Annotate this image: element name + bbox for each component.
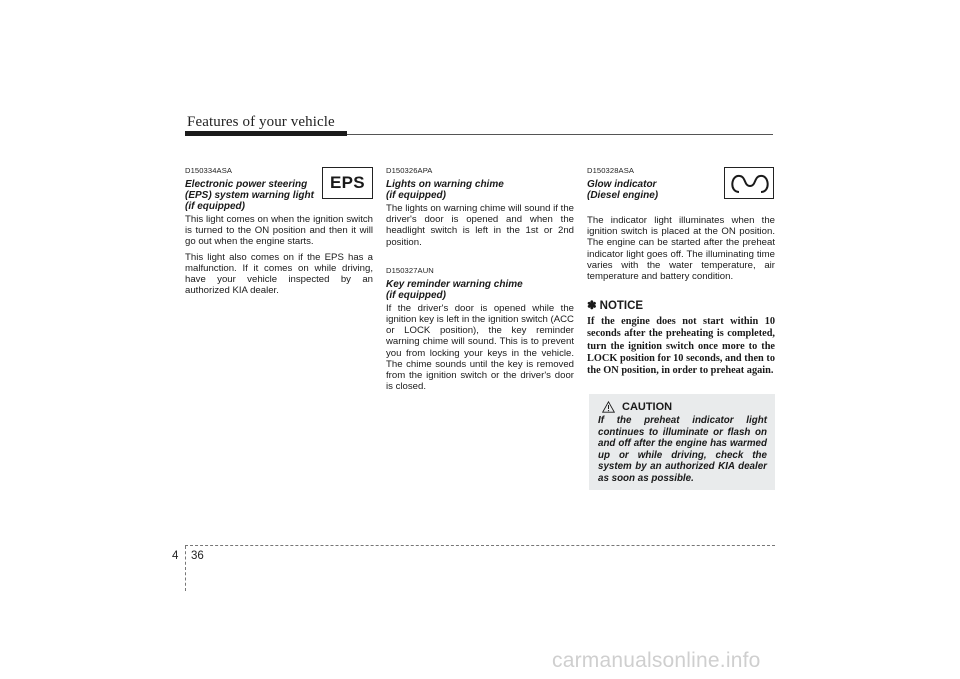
- notice-title: NOTICE: [599, 300, 644, 313]
- page-number: 36: [191, 550, 204, 562]
- header-rule-thick: [185, 131, 347, 136]
- footer-rule: [185, 545, 775, 546]
- glow-plug-icon: [724, 167, 774, 199]
- chapter-number: 4: [172, 550, 179, 562]
- heading-line: (Diesel engine): [587, 190, 659, 201]
- heading-line: Key reminder warning chime: [386, 278, 523, 290]
- eps-warning-icon: EPS: [322, 167, 373, 199]
- notice-heading: [587, 298, 775, 312]
- body-paragraph: The lights on warning chime will sound if the driver's door is opened and when the headlight switch is left in the 1st or 2nd position.: [386, 203, 574, 248]
- section-heading-lights-on-chime: [386, 179, 574, 201]
- body-paragraph: The indicator light illuminates when the ignition switch is placed at the ON position. The engine can be started after the preheat indicator light goes off. The illuminating time varies with the water temperature, air temperature and battery condition.: [587, 215, 775, 283]
- body-paragraph: This light also comes on if the EPS has a malfunction. If it comes on while driving, have your vehicle inspected by an authorized KIA dealer.: [185, 251, 373, 297]
- notice-text: If the engine does not start within 10 seconds after the preheating is completed, turn the ignition switch once more to the LOCK position for 10 seconds, and then to the ON position, in order to preheat again.: [587, 316, 775, 377]
- page-header-title: Features of your vehicle: [187, 114, 335, 130]
- section-code: D150334ASA: [185, 166, 233, 175]
- heading-line: Glow indicator: [587, 179, 657, 190]
- warning-triangle-icon: [602, 401, 615, 413]
- caution-text: If the preheat indicator light continues to illuminate or flash on and off after the engine has warmed up or while driving, check the system by an authorized KIA dealer as soon as possible.: [598, 415, 767, 484]
- heading-line: Lights on warning chime: [386, 179, 504, 190]
- heading-line: Electronic power steering: [185, 179, 308, 190]
- notice-mark-icon: ✽: [587, 300, 597, 313]
- body-paragraph: This light comes on when the ignition switch is turned to the ON position and then it will go out when the engine starts.: [185, 214, 373, 248]
- heading-line: (if equipped): [386, 289, 446, 301]
- heading-line: (if equipped): [386, 190, 446, 201]
- body-paragraph: If the driver's door is opened while the ignition key is left in the ignition switch (ACC or LOCK position), the key reminder warning chime will sound. This is to prevent you from locking your keys in the vehicle. The chime sounds until the key is removed from the ignition switch or the driver's door is closed.: [386, 302, 574, 393]
- caution-title: CAUTION: [622, 401, 673, 413]
- heading-line: (if equipped): [185, 201, 245, 212]
- caution-header: [602, 401, 767, 413]
- footer-margin-line: [185, 546, 186, 591]
- section-code: D150327AUN: [386, 265, 434, 275]
- header-rule-thin: [347, 134, 773, 135]
- section-code: D150328ASA: [587, 166, 635, 175]
- heading-line: (EPS) system warning light: [185, 190, 314, 201]
- watermark: carmanualsonline.info: [552, 649, 761, 672]
- caution-box: [589, 394, 775, 490]
- section-code: D150326APA: [386, 166, 433, 175]
- column-chimes: [386, 166, 574, 396]
- section-heading-key-reminder: [386, 279, 574, 301]
